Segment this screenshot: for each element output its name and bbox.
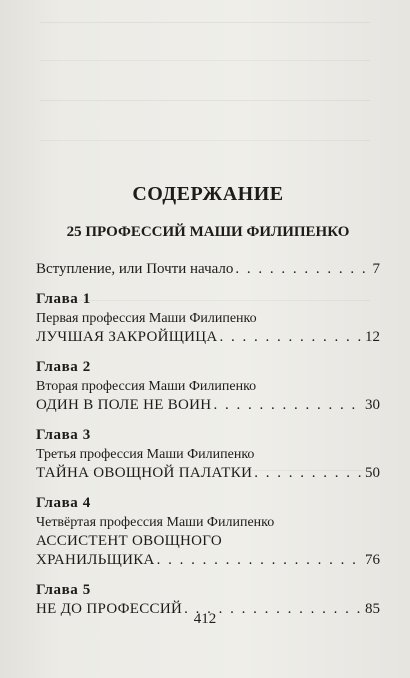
chapter-label: Глава 4 bbox=[36, 495, 91, 511]
toc-page-number: 50 bbox=[365, 465, 380, 481]
page-number: 412 bbox=[193, 611, 217, 627]
dot-leader bbox=[213, 396, 363, 415]
toc-page-number: 7 bbox=[372, 261, 380, 277]
toc-title: СОДЕРЖАНИЕ bbox=[132, 183, 284, 205]
toc-entry-name: Вступление, или Почти начало bbox=[36, 261, 234, 277]
book-subtitle: 25 ПРОФЕССИЙ МАШИ ФИЛИПЕНКО bbox=[66, 224, 350, 240]
toc-entry-name: НЕ ДО ПРОФЕССИЙ bbox=[36, 601, 183, 617]
dot-leader bbox=[254, 464, 363, 483]
dot-leader bbox=[220, 328, 363, 347]
toc-page-number: 85 bbox=[365, 601, 380, 617]
chapter-caption: Первая профессия Маши Филипенко bbox=[36, 311, 257, 326]
chapter-label: Глава 3 bbox=[36, 427, 91, 443]
chapter-caption: Вторая профессия Маши Филипенко bbox=[36, 379, 257, 394]
dot-leader bbox=[235, 260, 370, 279]
toc-entry-name: ХРАНИЛЬЩИКА bbox=[36, 552, 155, 568]
toc-entry-name-line-1: АССИСТЕНТ ОВОЩНОГО bbox=[36, 533, 223, 549]
toc-entry-name: ОДИН В ПОЛЕ НЕ ВОИН bbox=[36, 397, 212, 413]
toc-entry-chapter-2[interactable] bbox=[36, 358, 380, 415]
toc-entry-chapter-4[interactable] bbox=[36, 494, 380, 570]
toc-page-number: 12 bbox=[365, 329, 380, 345]
chapter-label: Глава 5 bbox=[36, 582, 91, 598]
toc-entry-name: ТАЙНА ОВОЩНОЙ ПАЛАТКИ bbox=[36, 465, 253, 481]
chapter-label: Глава 1 bbox=[36, 291, 91, 307]
chapter-caption: Четвёртая профессия Маши Филипенко bbox=[36, 515, 275, 530]
toc-page-number: 30 bbox=[365, 397, 380, 413]
toc-entry-intro[interactable] bbox=[36, 260, 380, 279]
table-of-contents bbox=[36, 183, 380, 619]
toc-page-number: 76 bbox=[365, 552, 380, 568]
toc-entry-name: ЛУЧШАЯ ЗАКРОЙЩИЦА bbox=[36, 329, 218, 345]
chapter-label: Глава 2 bbox=[36, 359, 91, 375]
dot-leader bbox=[157, 551, 363, 570]
toc-entry-chapter-1[interactable] bbox=[36, 290, 380, 347]
chapter-caption: Третья профессия Маши Филипенко bbox=[36, 447, 255, 462]
toc-entry-chapter-3[interactable] bbox=[36, 426, 380, 483]
